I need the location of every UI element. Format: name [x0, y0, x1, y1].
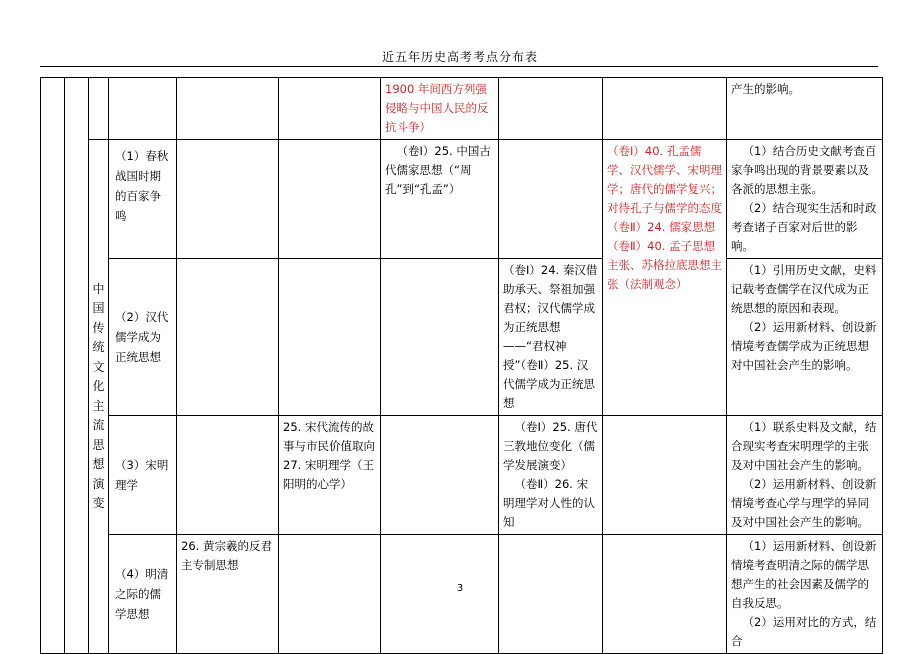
cell-2010-row1	[177, 140, 279, 259]
topic-2-text: （2）汉代儒学成为正统思想	[115, 310, 169, 364]
row3-2009-b: 27. 宋明理学（王阳明的心学）	[283, 458, 374, 491]
cell-2008-row1	[381, 140, 499, 259]
module-column-cell	[65, 78, 89, 654]
row3-2007-b: （卷Ⅱ）26. 宋明理学对人性的认知	[503, 477, 595, 529]
section-label-cell	[89, 140, 109, 654]
row2-req-1: （1）引用历史文献，史料记载考查儒学在汉代成为正统思想的原因和表现。	[731, 263, 877, 315]
topic-3-text: （3）宋明理学	[115, 458, 169, 492]
table-row-4	[41, 535, 883, 654]
outer-column-cell	[41, 78, 65, 654]
cell-2007-row1	[499, 140, 603, 259]
topic-1-text: （1）春秋战国时期的百家争鸣	[115, 149, 169, 223]
cell-2009-row1	[279, 140, 381, 259]
cell-2006-row4	[603, 535, 727, 654]
cell-2010-row4	[177, 535, 279, 654]
requirement-cell-4	[727, 535, 883, 654]
row4-req-2: （2）运用对比的方式，结合	[731, 615, 877, 648]
cell-2008-row3	[381, 416, 499, 535]
row4-req-1: （1）运用新材料、创设新情境考查明清之际的儒学思想产生的社会因素及儒学的自我反思。	[731, 539, 877, 610]
exam-distribution-table	[40, 77, 883, 654]
table-row-continuation	[41, 78, 883, 140]
topic-cell-3	[109, 416, 177, 535]
section-label: 中国传统文化主流思想演变	[92, 281, 105, 510]
cell-2006-continuation	[603, 78, 727, 140]
topic-cell-continuation	[109, 78, 177, 140]
topic-cell-1	[109, 140, 177, 259]
topic-4-text: （4）明清之际的儒学思想	[115, 567, 169, 621]
row1-req-1: （1）结合历史文献考查百家争鸣出现的背景要素以及各派的思想主张。	[731, 144, 877, 196]
row1-2008-text: （卷Ⅰ）25. 中国古代儒家思想（“周孔”到“孔孟”）	[385, 144, 491, 196]
cell-2010-continuation	[177, 78, 279, 140]
row1-2006-text: （卷Ⅰ）40. 孔孟儒学、汉代儒学、宋明理学；唐代的儒学复兴；对待孔子与儒学的态度（卷Ⅱ）24. 儒家思想（卷Ⅱ）40. 孟子思想主张、苏格拉底思想主张（法制观念）	[607, 144, 722, 291]
cell-2007-row3	[499, 416, 603, 535]
row2-req-2: （2）运用新材料、创设新情境考查儒学成为正统思想对中国社会产生的影响。	[731, 320, 877, 372]
table-row-1	[41, 140, 883, 259]
topic-cell-2	[109, 259, 177, 416]
cell-2007-continuation	[499, 78, 603, 140]
continuation-requirement-text: 产生的影响。	[731, 82, 800, 96]
row3-req-2: （2）运用新材料、创设新情境考查心学与理学的异同及对中国社会产生的影响。	[731, 477, 877, 529]
row1-req-2: （2）结合现实生活和时政考查诸子百家对后世的影响。	[731, 201, 877, 253]
cell-2009-row2	[279, 259, 381, 416]
cell-2006-row1-2	[603, 140, 727, 416]
row3-2007-a: （卷Ⅰ）25. 唐代三教地位变化（儒学发展演变）	[503, 420, 598, 472]
row4-2010-text: 26. 黄宗羲的反君主专制思想	[181, 539, 272, 572]
cell-2009-row3	[279, 416, 381, 535]
requirement-cell-1	[727, 140, 883, 259]
cell-2009-continuation	[279, 78, 381, 140]
cell-2008-continuation	[381, 78, 499, 140]
table-row-2	[41, 259, 883, 416]
cell-2010-row3	[177, 416, 279, 535]
cell-2010-row2	[177, 259, 279, 416]
requirement-cell-continuation	[727, 78, 883, 140]
requirement-cell-3	[727, 416, 883, 535]
cell-2008-row4	[381, 535, 499, 654]
row2-2007-text: （卷Ⅰ）24. 秦汉借助承天、祭祖加强君权；汉代儒学成为正统思想——“君权神授”（卷Ⅱ）25. 汉代儒学成为正统思想	[503, 263, 598, 410]
page-header-title: 近五年历史高考考点分布表	[381, 50, 538, 64]
topic-cell-4	[109, 535, 177, 654]
header-divider	[40, 66, 878, 67]
cell-2007-row2	[499, 259, 603, 416]
cell-2007-row4	[499, 535, 603, 654]
cell-2006-row3	[603, 416, 727, 535]
continuation-2008-text: 1900 年间西方列强侵略与中国人民的反抗斗争）	[385, 82, 489, 134]
row3-2009-a: 25. 宋代流传的故事与市民价值取向	[283, 420, 375, 453]
requirement-cell-2	[727, 259, 883, 416]
table-row-3	[41, 416, 883, 535]
page-number: 3	[456, 583, 464, 594]
cell-2008-row2	[381, 259, 499, 416]
row3-req-1: （1）联系史料及文献，结合现实考查宋明理学的主张及对中国社会产生的影响。	[731, 420, 877, 472]
cell-2009-row4	[279, 535, 381, 654]
section-cell-continuation	[89, 78, 109, 140]
